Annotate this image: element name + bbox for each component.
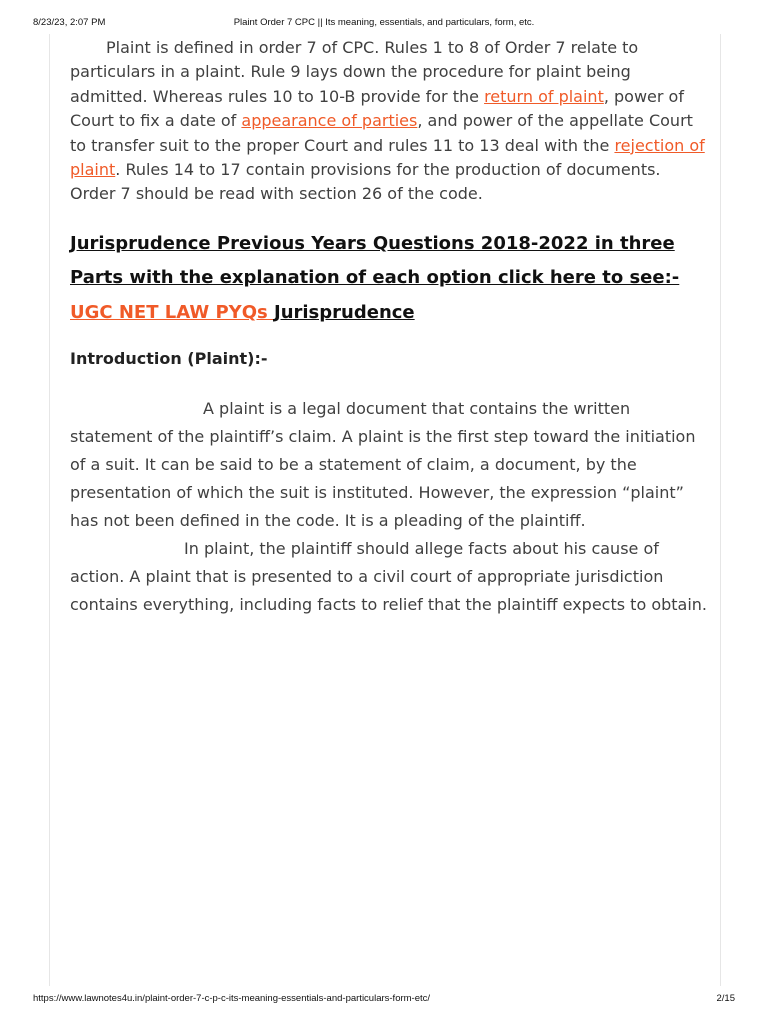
paragraph-text: Plaint is defined in order 7 of CPC. Rules 1 to 8 of Order 7 relate to particulars in a plaint. Rule 9 lays down the procedure for plaint being admitted. Whereas rules 10 to 10-B provide for the	[70, 38, 639, 106]
article-body	[70, 36, 710, 619]
introduction-paragraph	[70, 395, 710, 619]
print-page-title: Plaint Order 7 CPC || Its meaning, essentials, and particulars, form, etc.	[233, 17, 535, 28]
pyq-promo-heading	[70, 227, 710, 331]
print-header	[0, 17, 768, 31]
heading-text: Jurisprudence Previous Years Questions 2018-2022 in three Parts with the explanation of each option click here to see:-	[70, 232, 680, 289]
link-return-of-plaint[interactable]: return of plaint	[484, 86, 604, 106]
introduction-text-2: In plaint, the plaintiff should allege facts about his cause of action. A plaint that is presented to a civil court of appropriate jurisdiction contains everything, including facts to relief that the plaintiff expects to obtain.	[70, 539, 708, 615]
paragraph-text: . Rules 14 to 17 contain provisions for the production of documents. Order 7 should be read with section 26 of the code.	[70, 160, 661, 204]
paragraph-text: , power of Court to fix a date of	[70, 86, 684, 131]
heading-tail: Jurisprudence	[274, 301, 415, 323]
section-title-introduction: Introduction (Plaint):-	[70, 349, 268, 369]
intro-paragraph	[70, 36, 710, 207]
link-ugc-net-law-pyqs[interactable]: UGC NET LAW PYQs	[70, 301, 274, 323]
print-datetime: 8/23/23, 2:07 PM	[33, 17, 106, 28]
print-footer	[0, 993, 768, 1007]
page-number: 2/15	[716, 993, 735, 1004]
link-rejection-of-plaint[interactable]: rejection of plaint	[70, 135, 705, 180]
paragraph-text: , and power of the appellate Court to transfer suit to the proper Court and rules 11 to 13 deal with the	[70, 111, 693, 155]
introduction-text-1: A plaint is a legal document that contains the written statement of the plaintiff’s claim. A plaint is the first step toward the initiation of a suit. It can be said to be a statement of claim, a document, by the presentation of which the suit is instituted. However, the expression “plaint” has not been defined in the code. It is a pleading of the plaintiff.	[70, 399, 696, 531]
print-url: https://www.lawnotes4u.in/plaint-order-7-c-p-c-its-meaning-essentials-and-particulars-form-etc/	[33, 993, 431, 1004]
link-appearance-of-parties[interactable]: appearance of parties	[241, 111, 418, 131]
